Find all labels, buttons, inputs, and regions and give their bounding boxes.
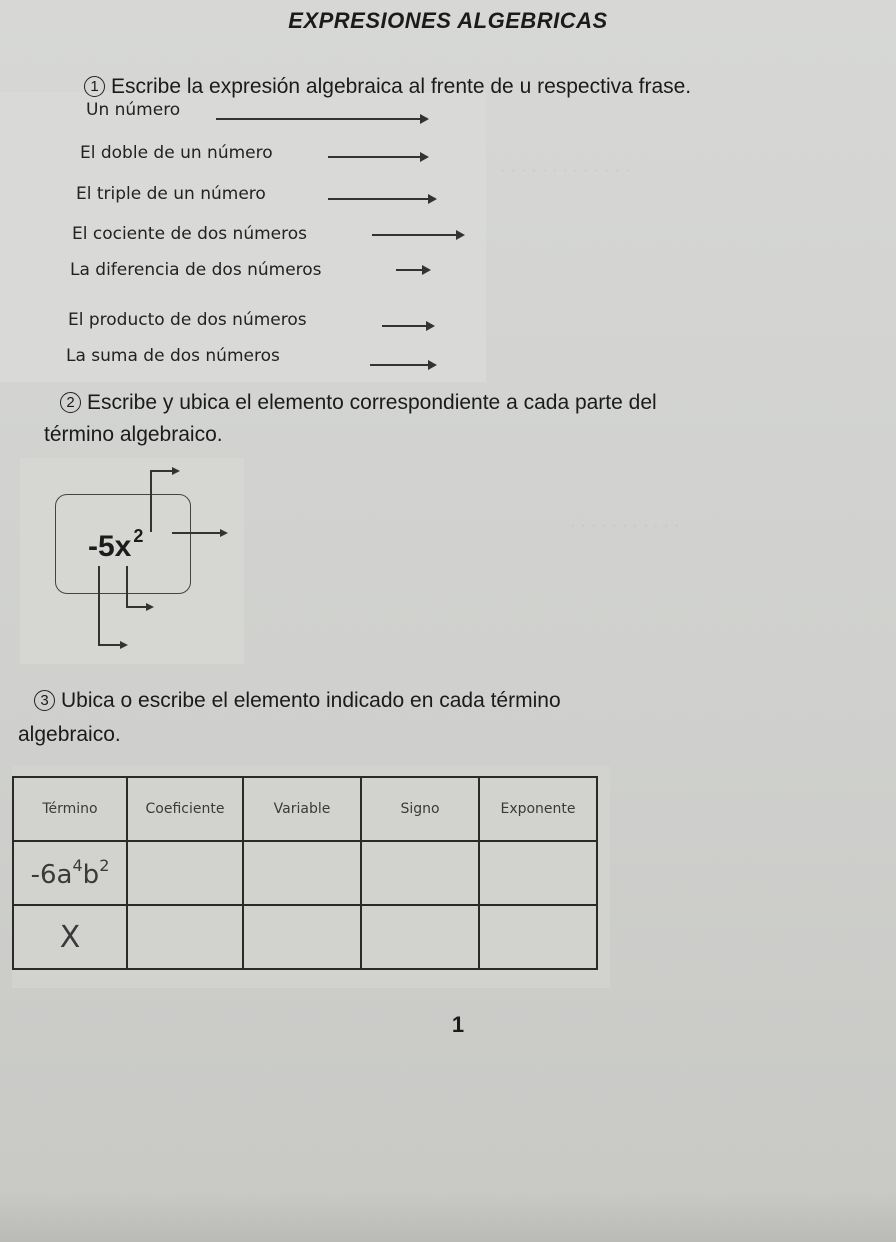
pointer-line-sign <box>98 644 120 646</box>
pointer-line-variable <box>126 566 128 606</box>
bleed-through-text: · · · · · · · · · · · <box>570 515 680 534</box>
answer-arrow-7 <box>370 364 430 366</box>
cell-term: X <box>13 905 127 969</box>
section-1-instruction <box>84 72 691 102</box>
table-row <box>13 905 597 969</box>
section-1-number: 1 <box>84 76 105 97</box>
page-title: EXPRESIONES ALGEBRICAS <box>288 8 608 33</box>
table-header-row <box>13 777 597 841</box>
arrow-head-icon <box>120 641 128 649</box>
answer-arrow-1 <box>216 118 422 120</box>
pointer-line-variable <box>126 606 146 608</box>
pointer-line-coefficient <box>150 470 152 532</box>
answer-arrow-4 <box>372 234 458 236</box>
answer-arrow-3 <box>328 198 430 200</box>
section-3-number: 3 <box>34 690 55 711</box>
cell-exponent[interactable] <box>479 905 597 969</box>
cell-coefficient[interactable] <box>127 905 243 969</box>
pointer-line-exponent <box>172 532 220 534</box>
answer-arrow-5 <box>396 269 424 271</box>
algebraic-term <box>88 526 143 564</box>
section-3-text-line-1: Ubica o escribe el elemento indicado en cada término <box>61 689 561 712</box>
table-row <box>13 841 597 905</box>
answer-arrow-2 <box>328 156 422 158</box>
page-number: 1 <box>451 1012 465 1037</box>
cell-term: $-6a^4b^2$ <box>13 841 127 905</box>
cell-variable[interactable] <box>243 841 361 905</box>
elements-table <box>12 776 598 970</box>
section-2-text-line-1: Escribe y ubica el elemento correspondiente a cada parte del <box>87 391 657 414</box>
phrase-1: Un número <box>86 100 181 120</box>
arrow-head-icon <box>220 529 228 537</box>
term-base: -5x <box>88 530 132 563</box>
header-term: Término <box>13 777 127 841</box>
answer-arrow-6 <box>382 325 428 327</box>
cell-exponent[interactable] <box>479 841 597 905</box>
section-1-text: Escribe la expresión algebraica al frente de u respectiva frase. <box>111 75 692 98</box>
cell-variable[interactable] <box>243 905 361 969</box>
phrase-2: El doble de un número <box>80 143 273 163</box>
section-2-number: 2 <box>60 392 81 413</box>
section-3-text-line-2: algebraico. <box>18 723 121 746</box>
header-sign: Signo <box>361 777 479 841</box>
phrase-5: La diferencia de dos números <box>70 260 322 280</box>
cell-sign[interactable] <box>361 905 479 969</box>
cell-sign[interactable] <box>361 841 479 905</box>
section-2-instruction <box>60 388 657 418</box>
cell-coefficient[interactable] <box>127 841 243 905</box>
bleed-through-text: · · · · · · · · · · · · · <box>500 160 631 179</box>
paper-shadow <box>0 1190 896 1242</box>
header-exponent: Exponente <box>479 777 597 841</box>
term-exponent: 2 <box>133 526 144 546</box>
phrase-3: El triple de un número <box>76 184 266 204</box>
phrase-6: El producto de dos números <box>68 310 307 330</box>
phrase-4: El cociente de dos números <box>72 224 307 244</box>
pointer-line-sign <box>98 566 100 644</box>
pointer-line-coefficient <box>150 470 172 472</box>
header-coefficient: Coeficiente <box>127 777 243 841</box>
section-3-instruction <box>34 686 561 716</box>
phrase-7: La suma de dos números <box>66 346 280 366</box>
section-2-text-line-2: término algebraico. <box>44 423 223 446</box>
arrow-head-icon <box>172 467 180 475</box>
arrow-head-icon <box>146 603 154 611</box>
header-variable: Variable <box>243 777 361 841</box>
